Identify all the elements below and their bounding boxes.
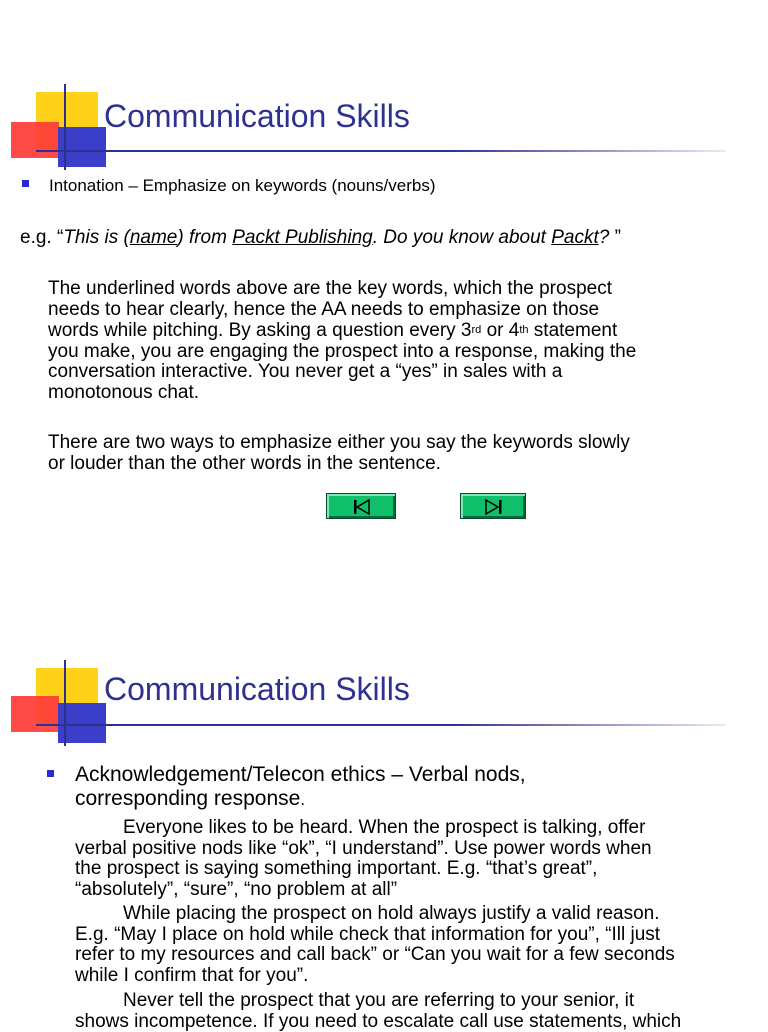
logo-vertical-line bbox=[64, 660, 66, 746]
para-line-segment: words while pitching. By asking a question every 3 bbox=[48, 320, 472, 341]
bullet-marker bbox=[47, 770, 54, 777]
para-line: “absolutely”, “sure”, “no problem at all” bbox=[75, 880, 652, 901]
para-line: or louder than the other words in the sentence. bbox=[48, 454, 630, 475]
logo-red-square bbox=[11, 122, 59, 158]
page-title: Communication Skills bbox=[104, 671, 410, 708]
para-line: needs to hear clearly, hence the AA needs to emphasize on those bbox=[48, 300, 636, 321]
para-line: Never tell the prospect that you are referring to your senior, it bbox=[75, 991, 681, 1012]
example-sentence bbox=[20, 227, 621, 249]
example-part-2: ) from bbox=[177, 227, 232, 248]
logo-red-square bbox=[11, 696, 59, 732]
para-line: conversation interactive. You never get a “yes” in sales with a bbox=[48, 362, 636, 383]
paragraph-hold bbox=[75, 904, 675, 986]
title-rule bbox=[36, 150, 726, 152]
page-title: Communication Skills bbox=[104, 98, 410, 135]
paragraph-key-words bbox=[48, 279, 636, 403]
example-part-1: This is ( bbox=[63, 227, 130, 248]
para-line-segment: statement bbox=[529, 320, 618, 341]
example-prefix: e.g. “ bbox=[20, 227, 63, 248]
para-line: shows incompetence. If you need to escalate call use statements, which bbox=[75, 1012, 681, 1032]
para-line: E.g. “May I place on hold while check that information for you”, “Ill just bbox=[75, 925, 675, 946]
bullet-heading bbox=[75, 763, 526, 812]
example-part-4: ? bbox=[599, 227, 615, 248]
para-line: Everyone likes to be heard. When the prospect is talking, offer bbox=[75, 818, 652, 839]
para-line bbox=[48, 320, 636, 342]
bullet-marker bbox=[22, 180, 29, 187]
bullet-heading-period: . bbox=[300, 790, 305, 809]
paragraph-verbal-nods bbox=[75, 818, 652, 900]
example-underline-name: name bbox=[130, 227, 178, 248]
superscript-rd: rd bbox=[472, 324, 482, 336]
para-line: While placing the prospect on hold always justify a valid reason. bbox=[75, 904, 675, 925]
skip-forward-icon bbox=[461, 494, 527, 520]
logo-vertical-line bbox=[64, 84, 66, 170]
para-line: you make, you are engaging the prospect into a response, making the bbox=[48, 342, 636, 363]
para-line: the prospect is saying something important. E.g. “that’s great”, bbox=[75, 859, 652, 880]
para-line: There are two ways to emphasize either you say the keywords slowly bbox=[48, 433, 630, 454]
paragraph-two-ways bbox=[48, 433, 630, 474]
para-line: while I confirm that for you”. bbox=[75, 966, 675, 987]
example-underline-packt: Packt bbox=[551, 227, 599, 248]
previous-slide-button[interactable] bbox=[326, 493, 396, 519]
bullet-text: Intonation – Emphasize on keywords (nouns/verbs) bbox=[49, 176, 435, 196]
paragraph-senior bbox=[75, 991, 681, 1032]
example-underline-packt-publishing: Packt Publishing bbox=[232, 227, 372, 248]
para-line: The underlined words above are the key words, which the prospect bbox=[48, 279, 636, 300]
para-line: verbal positive nods like “ok”, “I understand”. Use power words when bbox=[75, 839, 652, 860]
para-line: refer to my resources and call back” or “Can you wait for a few seconds bbox=[75, 945, 675, 966]
skip-back-icon bbox=[327, 494, 397, 520]
bullet-heading-line-2 bbox=[75, 787, 526, 812]
title-rule bbox=[36, 724, 726, 726]
para-line-segment: or 4 bbox=[481, 320, 519, 341]
superscript-th: th bbox=[519, 324, 528, 336]
example-part-3: . Do you know about bbox=[373, 227, 552, 248]
slide-2 bbox=[0, 600, 768, 1024]
bullet-heading-line: Acknowledgement/Telecon ethics – Verbal nods, bbox=[75, 763, 526, 787]
para-line: monotonous chat. bbox=[48, 383, 636, 404]
bullet-heading-line-2-text: corresponding response bbox=[75, 787, 300, 810]
next-slide-button[interactable] bbox=[460, 493, 526, 519]
example-suffix: ” bbox=[615, 227, 621, 248]
